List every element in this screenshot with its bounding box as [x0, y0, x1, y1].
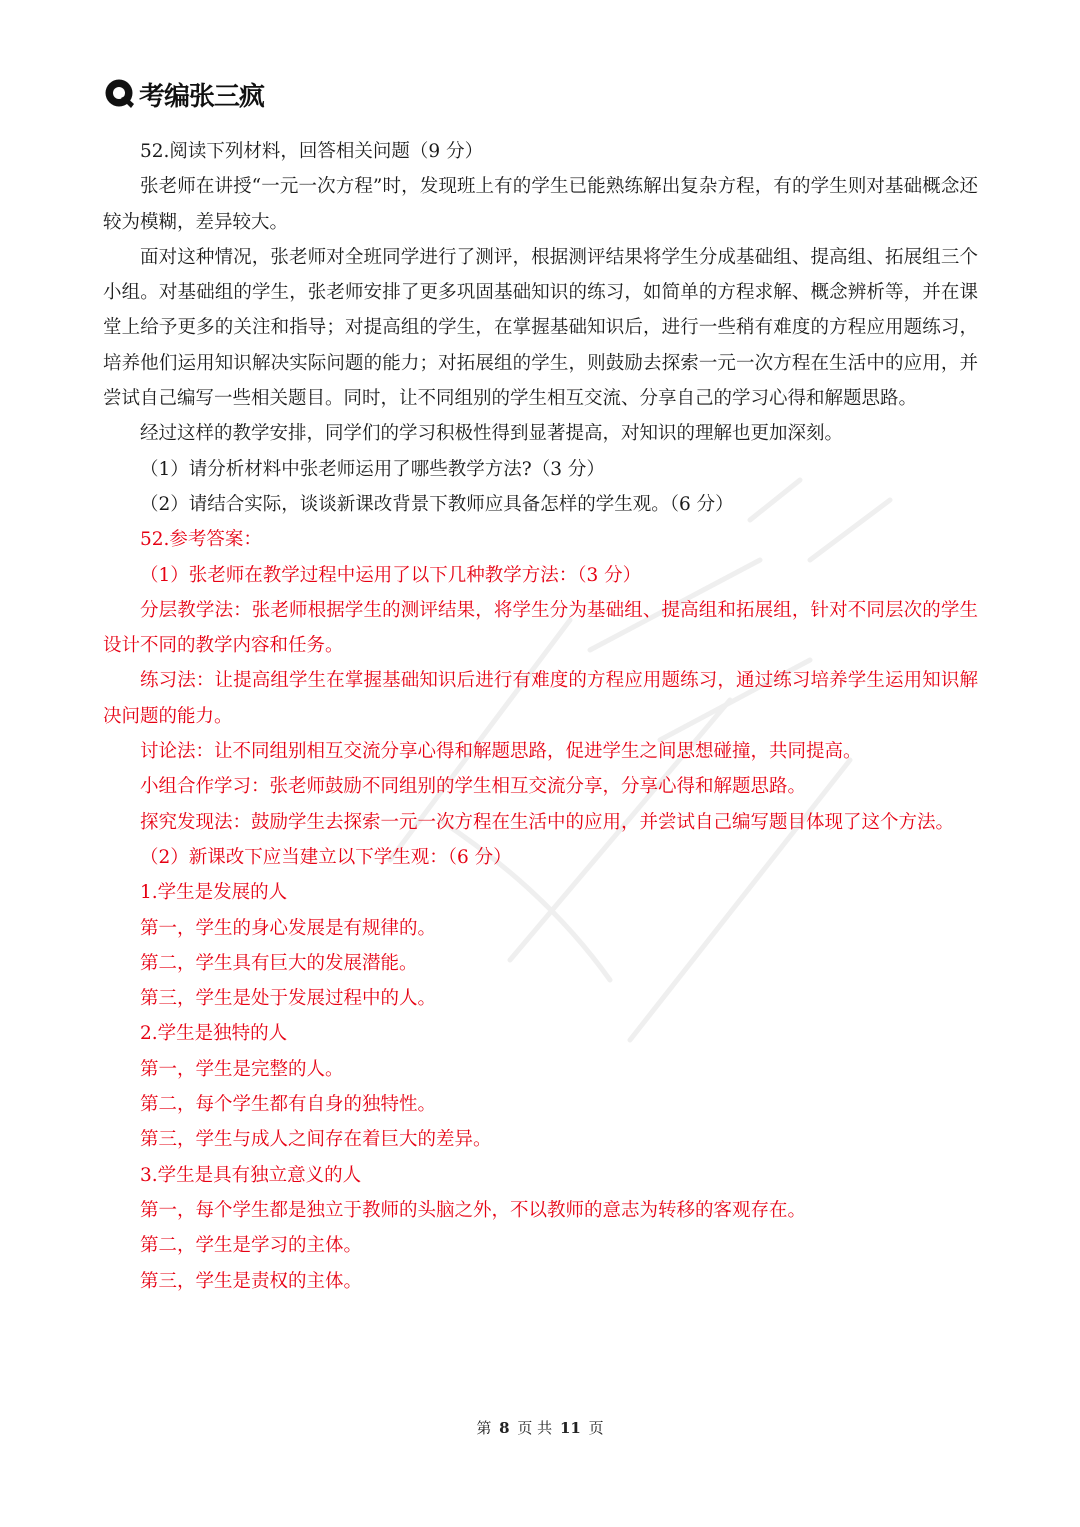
- question-title: 52.阅读下列材料，回答相关问题（9 分）: [140, 141, 484, 162]
- view-point: 第二，每个学生都有自身的独特性。: [140, 1094, 437, 1116]
- view-point: 第三，学生与成人之间存在着巨大的差异。: [140, 1129, 492, 1151]
- answer-part2-title: （2）新课改下应当建立以下学生观：（6 分）: [140, 846, 512, 868]
- method-item: 探究发现法：鼓励学生去探索一元一次方程在生活中的应用，并尝试自己编写题目体现了这个方法。: [140, 811, 955, 833]
- method-item: 分层教学法：张老师根据学生的测评结果，将学生分为基础组、提高组和拓展组，针对不同层次的学生设计不同的教学内容和任务。: [103, 599, 978, 657]
- view-point: 第一，学生的身心发展是有规律的。: [140, 917, 437, 939]
- document-header: [103, 76, 264, 112]
- method-item: 小组合作学习：张老师鼓励不同组别的学生相互交流分享，分享心得和解题思路。: [140, 776, 807, 798]
- brand-name: 考编张三疯: [139, 81, 265, 112]
- sub-question-2: （2）请结合实际，谈谈新课改背景下教师应具备怎样的学生观。（6 分）: [140, 493, 734, 515]
- document-body: [103, 134, 978, 1299]
- view-heading: 1.学生是发展的人: [140, 882, 288, 904]
- view-heading: 3.学生是具有独立意义的人: [140, 1164, 362, 1186]
- view-point: 第一，学生是完整的人。: [140, 1058, 344, 1080]
- view-point: 第一，每个学生都是独立于教师的头脑之外，不以教师的意志为转移的客观存在。: [140, 1199, 807, 1221]
- page-mid: 页 共: [517, 1419, 553, 1437]
- sub-question-1: （1）请分析材料中张老师运用了哪些教学方法?（3 分）: [140, 458, 605, 480]
- page-number: 8: [499, 1419, 510, 1437]
- page-suffix: 页: [588, 1419, 604, 1437]
- method-item: 练习法：让提高组学生在掌握基础知识后进行有难度的方程应用题练习，通过练习培养学生运用知识解决问题的能力。: [103, 670, 978, 727]
- page-footer: [0, 1417, 1080, 1438]
- answer-title: 52.参考答案：: [140, 529, 262, 551]
- material-paragraph-2: 面对这种情况，张老师对全班同学进行了测评，根据测评结果将学生分成基础组、提高组、拓展组三个小组。对基础组的学生，张老师安排了更多巩固基础知识的练习，如简单的方程求解、概念辨析等，并在课堂上给予更多的关注和指导；对提高组的学生，在掌握基础知识后，进行一些稍有难度的方程应用题练习，培养他们运用知识解决实际问题的能力；对拓展组的学生，则鼓励去探索一元一次方程在生活中的应用，并尝试自己编写一些相关题目。同时，让不同组别的学生相互交流、分享自己的学习心得和解题思路。: [103, 246, 978, 410]
- answer-part1-title: （1）张老师在教学过程中运用了以下几种教学方法：（3 分）: [140, 564, 642, 586]
- page-prefix: 第: [476, 1419, 492, 1437]
- view-heading: 2.学生是独特的人: [140, 1023, 288, 1045]
- view-point: 第三，学生是责权的主体。: [140, 1270, 363, 1292]
- view-point: 第二，学生是学习的主体。: [140, 1235, 363, 1257]
- view-point: 第二，学生具有巨大的发展潜能。: [140, 952, 418, 974]
- material-paragraph-1: 张老师在讲授“一元一次方程”时，发现班上有的学生已能熟练解出复杂方程，有的学生则对基础概念还较为模糊，差异较大。: [103, 176, 978, 233]
- view-point: 第三，学生是处于发展过程中的人。: [140, 988, 437, 1010]
- total-pages: 11: [559, 1419, 581, 1437]
- q-logo-icon: [103, 78, 135, 110]
- method-item: 讨论法：让不同组别相互交流分享心得和解题思路，促进学生之间思想碰撞，共同提高。: [140, 741, 862, 763]
- material-paragraph-3: 经过这样的教学安排，同学们的学习积极性得到显著提高，对知识的理解也更加深刻。: [140, 423, 844, 445]
